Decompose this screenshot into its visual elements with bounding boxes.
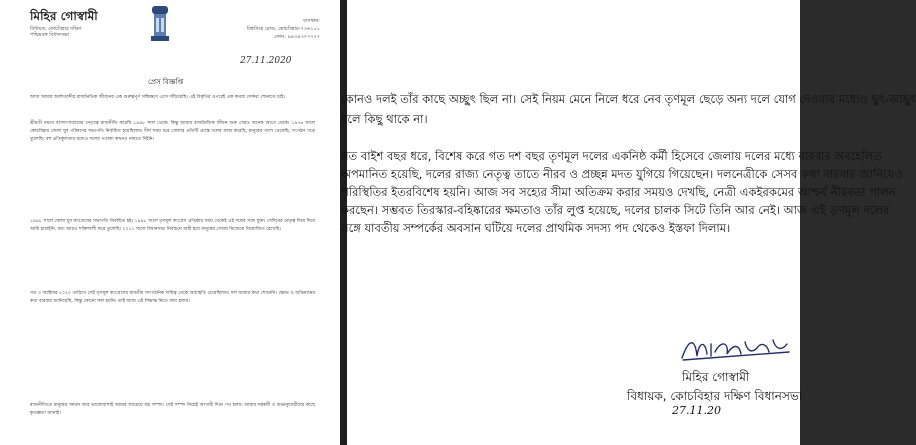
body-paragraph: আজ আমার অর্ধশতাব্দীর রাজনৈতিক জীবনের এক গুরুত্বপূর্ণ সন্ধিক্ষণে এসে দাঁড়িয়েছি। এই বিবৃতির ওপরেই এক কথায় সেকথা শোনাতে চাই। (30, 95, 286, 100)
letterhead-name: মিহির গোস্বামী (30, 9, 98, 23)
body-paragraph: রাজনীতিতে মানুষের সমর্থন আর ভালোবাসাই আমার সবচেয়ে বড় সম্পদ। সেই সম্পদ নিয়েই আগামী দিনে পথ চলব। আমার সহকর্মী ও শুভানুধ্যায়ীদের কাছে কৃতজ্ঞতা জানাই। (30, 403, 315, 417)
handwritten-date: 27.11.2020 (240, 56, 292, 66)
letter-line: অপমানিত হয়েছি, দলের রাজ্য নেতৃত্ব তাতে নীরব ও প্রচ্ছন্ন মদত যুগিয়ে গিয়েছেন। দলনেত্রীকে সেসব কথা বারবার জানিয়েও (341, 167, 903, 181)
press-release-page-1 (0, 0, 340, 445)
signatory-name: মিহির গোস্বামী (682, 370, 750, 384)
signature-date: 27.11.20 (672, 404, 721, 417)
letter-line: পরিস্থিতির ইতরবিশেষ হয়নি। আজ সব সহ্যের সীমা অতিক্রম করার সময়ও দেখছি, নেত্রী একইরকমের আশ্চর্য নীরবতা পালন (341, 185, 896, 199)
body-paragraph: ১৯৯৮ সালে জেলা যুব কংগ্রেসের সভাপতি নির্বাচিত হই। ১৯৯৮ সালে তৃণমূল কংগ্রেস প্রতিষ্ঠার সময় থেকেই এই দলের সঙ্গে যুক্ত। সেদিনের নেতৃত্ব দিয়ে দিয়ে আমি হারাইনি, বরং আরও শক্তিশালী করে তুলেছি। ২০১১ সালে বিধানসভা নির্বাচনে জয়ী হয়ে মানুষের সেবায় নিজেকে নিয়োজিত রেখেছি। (30, 219, 315, 233)
press-release-heading: প্রেস বিজ্ঞপ্তি (148, 78, 184, 86)
letter-line: কোনও দলই তাঁর কাছে অচ্ছুৎ ছিল না। সেই নিয়ম মেনে নিলে ধরে নেব তৃণমূল ছেড়ে অন্য দলে যোগ দেওয়ার মধ্যেও ছুৎ-অচ্ছুৎ (341, 92, 916, 106)
signatory-designation: বিধায়ক, কোচবিহার দক্ষিণ বিধানসভা (627, 389, 803, 403)
handwritten-signature (677, 330, 797, 368)
body-paragraph: গত ৩ অক্টোবর ২০২০ তারিখে সেই তৃণমূল কংগ্রেসের যাবতীয় সাংগঠনিক দায়িত্ব থেকে অব্যাহতি চেয়েছিলাম। দল আমার কথা শোনেনি। ক্ষোভ ও অভিমানের কথা বারবার জানিয়েছি, কিন্তু কোনো ফল হয়নি। তাই আজ এই সিদ্ধান্ত নিতে বাধ্য হলাম। (30, 291, 315, 305)
letterhead-address: বাসস্থান: (303, 18, 320, 24)
letterhead-phone: ফোন: ৯৪৩৪৩৭৭৭৭৭ (274, 34, 320, 40)
letterhead-subtitle: বিধায়ক, কোচবিহার দক্ষিণ (30, 26, 82, 32)
letterhead-subtitle: পশ্চিমবঙ্গ বিধানসভা (30, 32, 70, 38)
letter-line: বলে কিছু থাকে না। (341, 112, 428, 126)
letter-line: করছেন। সম্ভবত তিরস্কার-বহিষ্কারের ক্ষমতাও তাঁর লুপ্ত হয়েছে, দলের চালক সিটে তিনি আর নেই। আজ এই তৃণমূল দলের (341, 203, 890, 217)
press-release-page-2 (341, 0, 916, 445)
emblem-icon (149, 4, 171, 44)
letter-line: সঙ্গে যাবতীয় সম্পর্কের অবসান ঘটিয়ে দলের প্রাথমিক সদস্য পদ থেকেও ইস্তফা দিলাম। (341, 221, 731, 235)
letter-line: গত বাইশ বছর ধরে, বিশেষ করে গত দশ বছর তৃণমূল দলের একনিষ্ঠ কর্মী হিসেবে জেলায় দলের মধ্যে বারবার অবহেলিত (341, 149, 882, 163)
letterhead-address: বিশ্বসিংহ রোড, কোচবিহার-৭৩৬১০১ (246, 26, 320, 32)
body-paragraph: শ্রীমতী মমতা বন্দ্যোপাধ্যায়ের নেতৃত্বে রাজনীতি করেছি ১৯৯৮ সাল থেকে। কিন্তু আমার রাজনৈতিক জীবন শুরু সেরও অনেক আগে থেকে। ১৯৭৬ সালে কোচবিহার জেলা যুব পরিষদের সভাপতি নির্বাচিত হয়েছিলাম। দীর্ঘ সময় ধরে জেলার প্রতিটি প্রান্তে দলের কাজ করেছি, মানুষের পাশে থেকেছি, সংগঠন গড়ে তুলেছি। বহু প্রতিকূলতার মধ্যেও দলের পতাকা কখনও নামতে দিইনি। (30, 121, 315, 143)
